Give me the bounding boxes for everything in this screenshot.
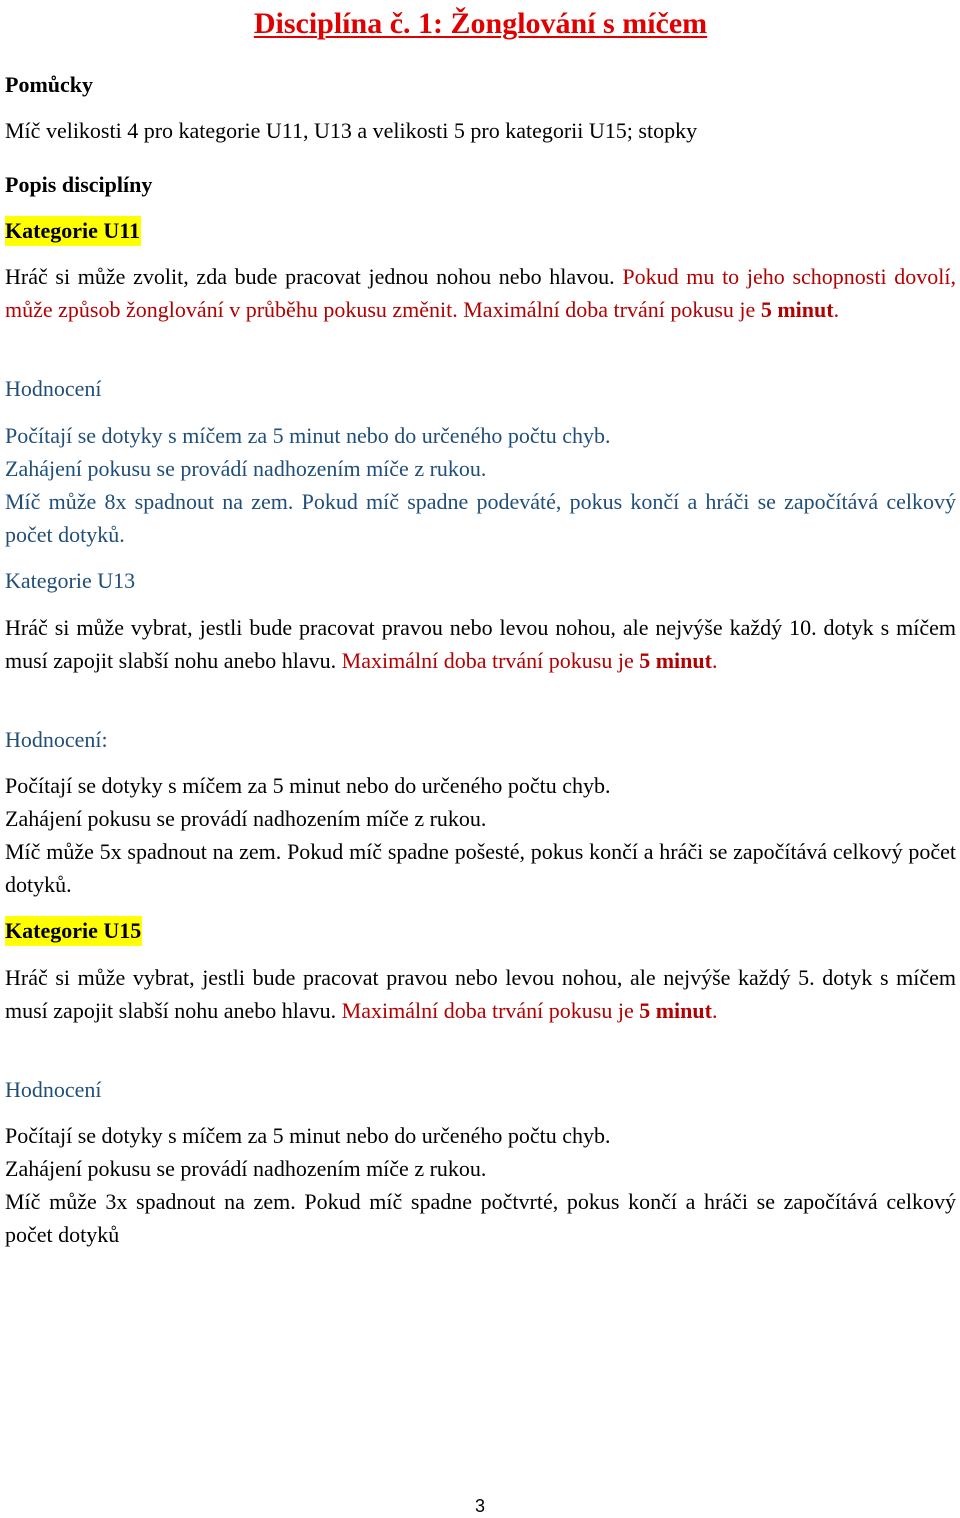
u15-desc-b: Maximální doba trvání pokusu je <box>336 998 640 1023</box>
u13-description <box>5 611 956 677</box>
u15-rating-3 <box>5 1185 956 1251</box>
u15-desc-end: . <box>711 998 718 1023</box>
u15-rating-3b: Pokud míč spadne počtvrté, pokus končí a hráči se započítává celkový počet dotyků <box>5 1189 956 1247</box>
u15-duration: 5 minut <box>639 998 712 1023</box>
u11-rating-heading: Hodnocení <box>5 376 102 401</box>
u13-duration: 5 minut <box>639 648 712 673</box>
equipment-text: Míč velikosti 4 pro kategorie U11, U13 a velikosti 5 pro kategorii U15; stopky <box>5 118 698 143</box>
u13-rating-3b: Pokud míč spadne pošesté, pokus končí a hráči se započítává celkový počet dotyků. <box>5 839 956 897</box>
u15-rating-heading: Hodnocení <box>5 1077 102 1102</box>
u11-rating-3 <box>5 485 956 551</box>
u15-rating-1: Počítají se dotyky s míčem za 5 minut nebo do určeného počtu chyb. <box>5 1123 611 1148</box>
u13-desc-a: Hráč si může vybrat, jestli bude pracovat pravou nebo levou nohou, ale nejvýše každý 10. dotyk s míčem musí zapojit slabší nohu anebo hlavu. <box>5 615 956 673</box>
u15-desc-a: Hráč si může vybrat, jestli bude pracovat pravou nebo levou nohou, ale nejvýše každý 5. dotyk s míčem musí zapojit slabší nohu anebo hlavu. <box>5 965 956 1023</box>
equipment-heading: Pomůcky <box>5 72 93 97</box>
u13-rating-2: Zahájení pokusu se provádí nadhozením míče z rukou. <box>5 806 487 831</box>
u11-desc-c: Maximální doba trvání pokusu je <box>457 297 761 322</box>
u15-heading: Kategorie U15 <box>5 916 142 946</box>
u15-rating-3a: Míč může 3x spadnout na zem. <box>5 1189 296 1214</box>
u11-description <box>5 260 956 326</box>
u13-desc-b: Maximální doba trvání pokusu je <box>336 648 640 673</box>
u13-desc-end: . <box>711 648 718 673</box>
u13-rating-3a: Míč může 5x spadnout na zem. <box>5 839 282 864</box>
u13-rating-heading: Hodnocení: <box>5 727 108 752</box>
u11-rating-1: Počítají se dotyky s míčem za 5 minut nebo do určeného počtu chyb. <box>5 423 611 448</box>
u11-rating-3b: Pokud míč spadne podeváté, pokus končí a hráči se započítává celkový počet dotyků. <box>5 489 956 547</box>
u13-heading: Kategorie U13 <box>5 568 136 593</box>
u13-rating-1: Počítají se dotyky s míčem za 5 minut nebo do určeného počtu chyb. <box>5 773 611 798</box>
u11-rating-3a: Míč může 8x spadnout na zem. <box>5 489 294 514</box>
u11-desc-end: . <box>833 297 840 322</box>
u11-desc-a: Hráč si může zvolit, zda bude pracovat jednou nohou nebo hlavou. <box>5 264 615 289</box>
u11-duration: 5 minut <box>760 297 834 322</box>
u15-description <box>5 961 956 1027</box>
page-number: 3 <box>474 1496 485 1516</box>
description-heading: Popis disciplíny <box>5 172 153 197</box>
u11-desc-b: Pokud mu to jeho schopnosti dovolí, může způsob žonglování v průběhu pokusu změnit. <box>5 264 956 322</box>
u15-rating-2: Zahájení pokusu se provádí nadhozením míče z rukou. <box>5 1156 487 1181</box>
u11-rating-2: Zahájení pokusu se provádí nadhozením míče z rukou. <box>5 456 487 481</box>
u11-heading: Kategorie U11 <box>5 216 141 246</box>
u13-rating-3 <box>5 835 956 901</box>
document-page <box>5 0 956 1516</box>
page-title: Disciplína č. 1: Žonglování s míčem <box>253 7 708 40</box>
